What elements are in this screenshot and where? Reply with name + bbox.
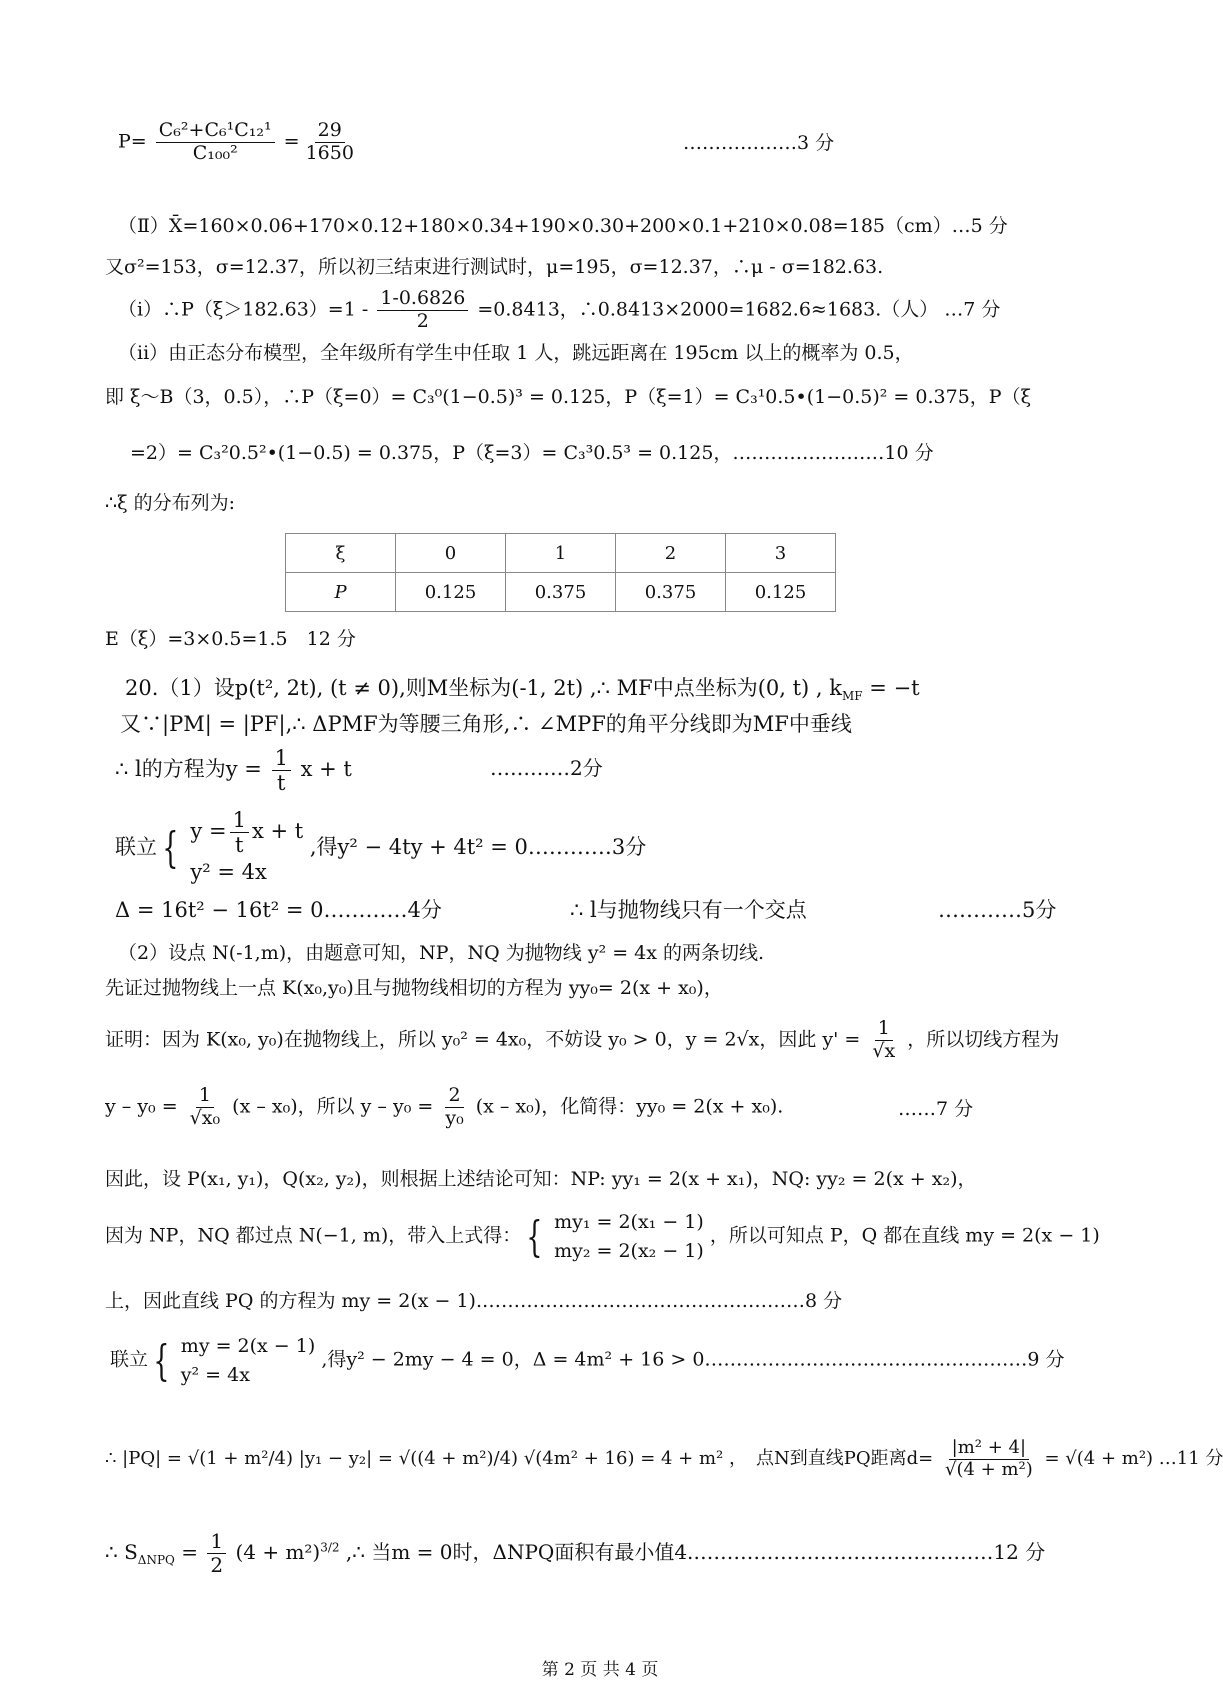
- score-2: …………2分: [490, 756, 603, 780]
- q20-proof-line: 证明：因为 K(x₀, y₀)在抛物线上，所以 y₀² = 4x₀，不妨设 y₀ > 0，y = 2√x，因此 y' = $\frac{1}{√x}$ ，所以切线方程为: [105, 1017, 1060, 1062]
- q20-part2-intro: （2）设点 N(-1,m)，由题意可知，NP，NQ 为抛物线 y² = 4x 的两条切线.: [118, 942, 765, 964]
- q20-system-2: 联立 { my = 2(x − 1) y² = 4x ,得y² − 2my − 4 = 0，Δ = 4m² + 16 > 0……………………………………………9 分: [110, 1335, 1065, 1386]
- q20-area-line: ∴ $S_{\Delta NPQ}$ = $\frac{1}{2}$ $(4 + m^2)^{3/2}$ ,∴ 当m = 0时，ΔNPQ面积有最小值4.………………………………………12 分: [105, 1529, 1046, 1577]
- table-cell: 0.375: [506, 573, 616, 612]
- q20-line-1: 20.（1）设p(t², 2t), (t ≠ 0),则M坐标为(-1, 2t) ,∴ MF中点坐标为(0, t) , $k_{MF} = -t$: [125, 676, 920, 704]
- q20-substitute: 因为 NP，NQ 都过点 N(−1, m)，带入上式得： { my₁ = 2(x₁ − 1) my₂ = 2(x₂ − 1) ，所以可知点 P，Q 都在直线 my = 2(x − 1): [105, 1211, 1100, 1262]
- table-cell: P: [286, 573, 396, 612]
- sigma-line: 又σ²=153，σ=12.37，所以初三结束进行测试时，μ=195，σ=12.37，∴μ - σ=182.63.: [105, 256, 884, 278]
- q20-line-3: ∴ l的方程为y = $\frac{1}{t}$ x + t: [115, 746, 352, 796]
- part-i-line: （i）∴P（ξ＞182.63）=1 - $\frac{1-0.6826}{2}$ =0.8413，∴0.8413×2000=1682.6≈1683.（人） …7 分: [118, 287, 1001, 332]
- score-5: …………5分: [938, 898, 1057, 922]
- page-footer: 第 2 页 共 4 页: [541, 1660, 659, 1680]
- part-ii-line: （ii）由正态分布模型，全年级所有学生中任取 1 人，跳远距离在 195cm 以上的概率为 0.5，: [118, 342, 914, 364]
- q20-system-1: 联立 { y = $\frac{1}{t}$ x + t y² = 4x ,得y² − 4ty + 4t² = 0…………3分: [115, 808, 647, 885]
- binomial-line-1: 即 ξ～B（3，0.5），∴P（ξ=0）= C₃⁰(1−0.5)³ = 0.125，P（ξ=1）= C₃¹0.5•(1−0.5)² = 0.375，P（ξ: [105, 386, 1032, 408]
- score-3: ………………3 分: [683, 132, 835, 154]
- distribution-label: ∴ξ 的分布列为:: [105, 492, 235, 514]
- q20-tangent-eq: y – y₀ = $\frac{1}{\text{√x₀}}$ (x – x₀)，所以 y – y₀ = $\frac{2}{\text{y₀}}$ (x – x₀)，化简得：yy₀ = 2(x + x₀).: [105, 1084, 784, 1129]
- distribution-table: [285, 533, 836, 612]
- table-cell: 0.375: [616, 573, 726, 612]
- binomial-line-2: =2）= C₃²0.5²•(1−0.5) = 0.375，P（ξ=3）= C₃³0.5³ = 0.125，……………………10 分: [130, 442, 934, 464]
- table-cell: ξ: [286, 534, 396, 573]
- table-cell: 0.125: [396, 573, 506, 612]
- q20-tangent-lines: 因此，设 P(x₁, y₁)，Q(x₂, y₂)，则根据上述结论可知：NP: yy₁ = 2(x + x₁)，NQ: yy₂ = 2(x + x₂)，: [105, 1168, 977, 1190]
- q20-line-pq: 上，因此直线 PQ 的方程为 my = 2(x − 1).……………………………………………8 分: [105, 1290, 843, 1312]
- q20-tangent-claim: 先证过抛物线上一点 K(x₀,y₀)且与抛物线相切的方程为 yy₀= 2(x + x₀)，: [105, 977, 723, 999]
- q20-discriminant: Δ = 16t² − 16t² = 0…………4分: [115, 898, 442, 922]
- probability-formula: P= $\frac{\text{C₆²+C₆¹C₁₂¹}}{\text{C₁₀₀²}}$ = $\frac{29}{1650}$: [118, 119, 354, 164]
- score-7: ……7 分: [898, 1098, 974, 1120]
- table-cell: 2: [616, 534, 726, 573]
- table-row: [286, 573, 836, 612]
- table-cell: 0: [396, 534, 506, 573]
- mean-line: （Ⅱ）X̄=160×0.06+170×0.12+180×0.34+190×0.30+200×0.1+210×0.08=185（cm）…5 分: [118, 215, 1008, 237]
- table-cell: 1: [506, 534, 616, 573]
- table-cell: 3: [726, 534, 836, 573]
- table-row: [286, 534, 836, 573]
- q20-conclusion: ∴ l与抛物线只有一个交点: [570, 898, 807, 922]
- expectation-line: E（ξ）=3×0.5=1.5 12 分: [105, 628, 356, 650]
- table-cell: 0.125: [726, 573, 836, 612]
- q20-length-line: ∴ |PQ| = √(1 + m²/4) |y₁ − y₂| = √((4 + m²)/4) √(4m² + 16) = 4 + m² ， 点N到直线PQ距离d= $\frac{\text{|m² + 4|}}{\text{√(4 + m²)}}$ = √(4 + m²) …11 分: [105, 1437, 1223, 1480]
- q20-line-2: 又∵|PM| = |PF|,∴ ΔPMF为等腰三角形,∴ ∠MPF的角平分线即为MF中垂线: [120, 712, 852, 736]
